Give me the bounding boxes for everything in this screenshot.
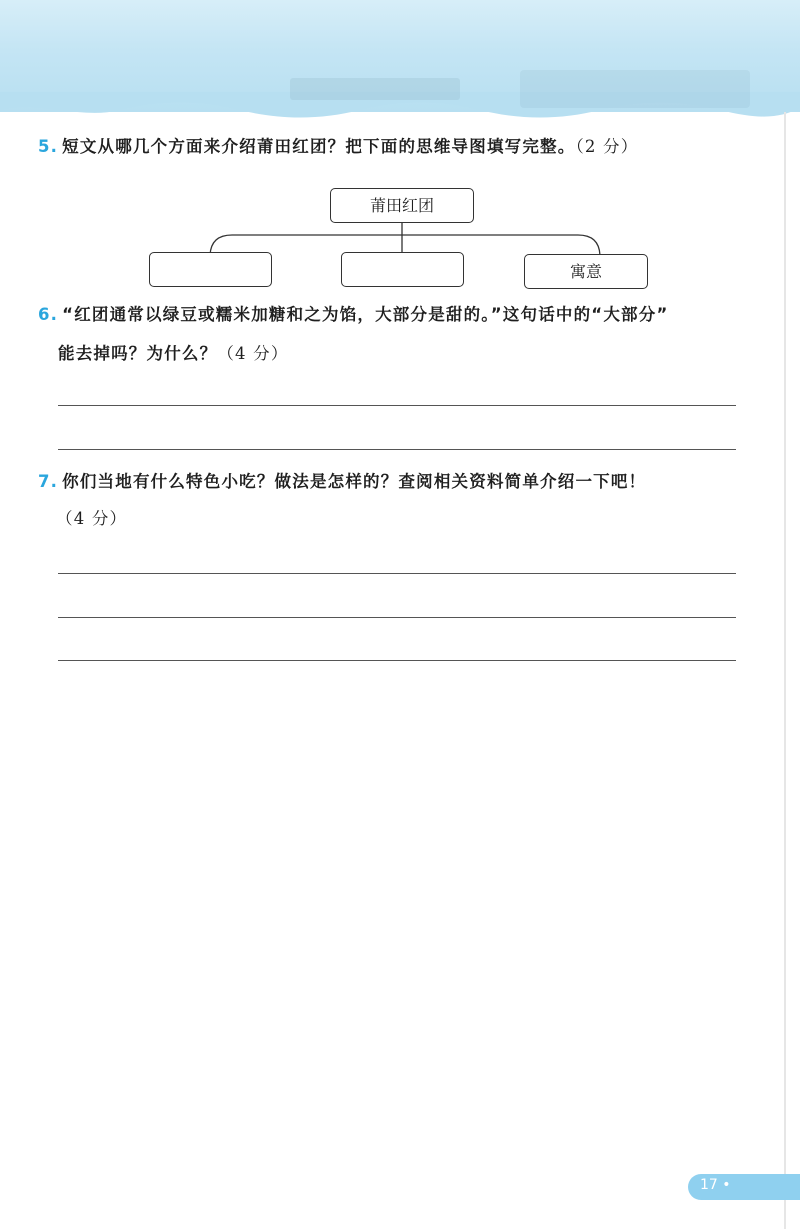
answer-line[interactable]	[58, 573, 736, 574]
answer-line[interactable]	[58, 449, 736, 450]
mind-map	[140, 185, 660, 295]
mind-map-branch-2[interactable]	[341, 252, 464, 287]
answer-line[interactable]	[58, 660, 736, 661]
question-5	[38, 134, 638, 160]
question-6-line-2: 能去掉吗？为什么？	[58, 344, 218, 363]
question-7	[38, 469, 646, 495]
question-6-line-1: “红团通常以绿豆或糯米加糖和之为馅，大部分是甜的。”这句话中的“大部分”	[62, 305, 669, 324]
answer-line[interactable]	[58, 405, 736, 406]
header-faded-title	[290, 78, 460, 100]
question-6-number: 6.	[38, 305, 59, 324]
question-5-text: 短文从哪几个方面来介绍莆田红团？把下面的思维导图填写完整。	[62, 137, 576, 156]
question-6	[38, 302, 668, 328]
mind-map-branch-1[interactable]	[149, 252, 272, 287]
question-7-score: （4 分）	[56, 509, 128, 528]
page-edge	[784, 112, 786, 1229]
mind-map-root: 莆田红团	[330, 188, 474, 223]
question-7-number: 7.	[38, 472, 59, 491]
question-6-score: （4 分）	[217, 344, 289, 363]
answer-line[interactable]	[58, 617, 736, 618]
question-7-line-1: 你们当地有什么特色小吃？做法是怎样的？查阅相关资料简单介绍一下吧！	[62, 472, 647, 491]
question-5-number: 5.	[38, 137, 59, 156]
header-faded-label	[520, 70, 750, 108]
question-7-continuation	[56, 506, 127, 532]
mind-map-branch-3: 寓意	[524, 254, 648, 289]
question-6-continuation	[58, 340, 289, 364]
question-5-score: （2 分）	[575, 137, 639, 156]
page-number: 17 •	[700, 1177, 731, 1193]
